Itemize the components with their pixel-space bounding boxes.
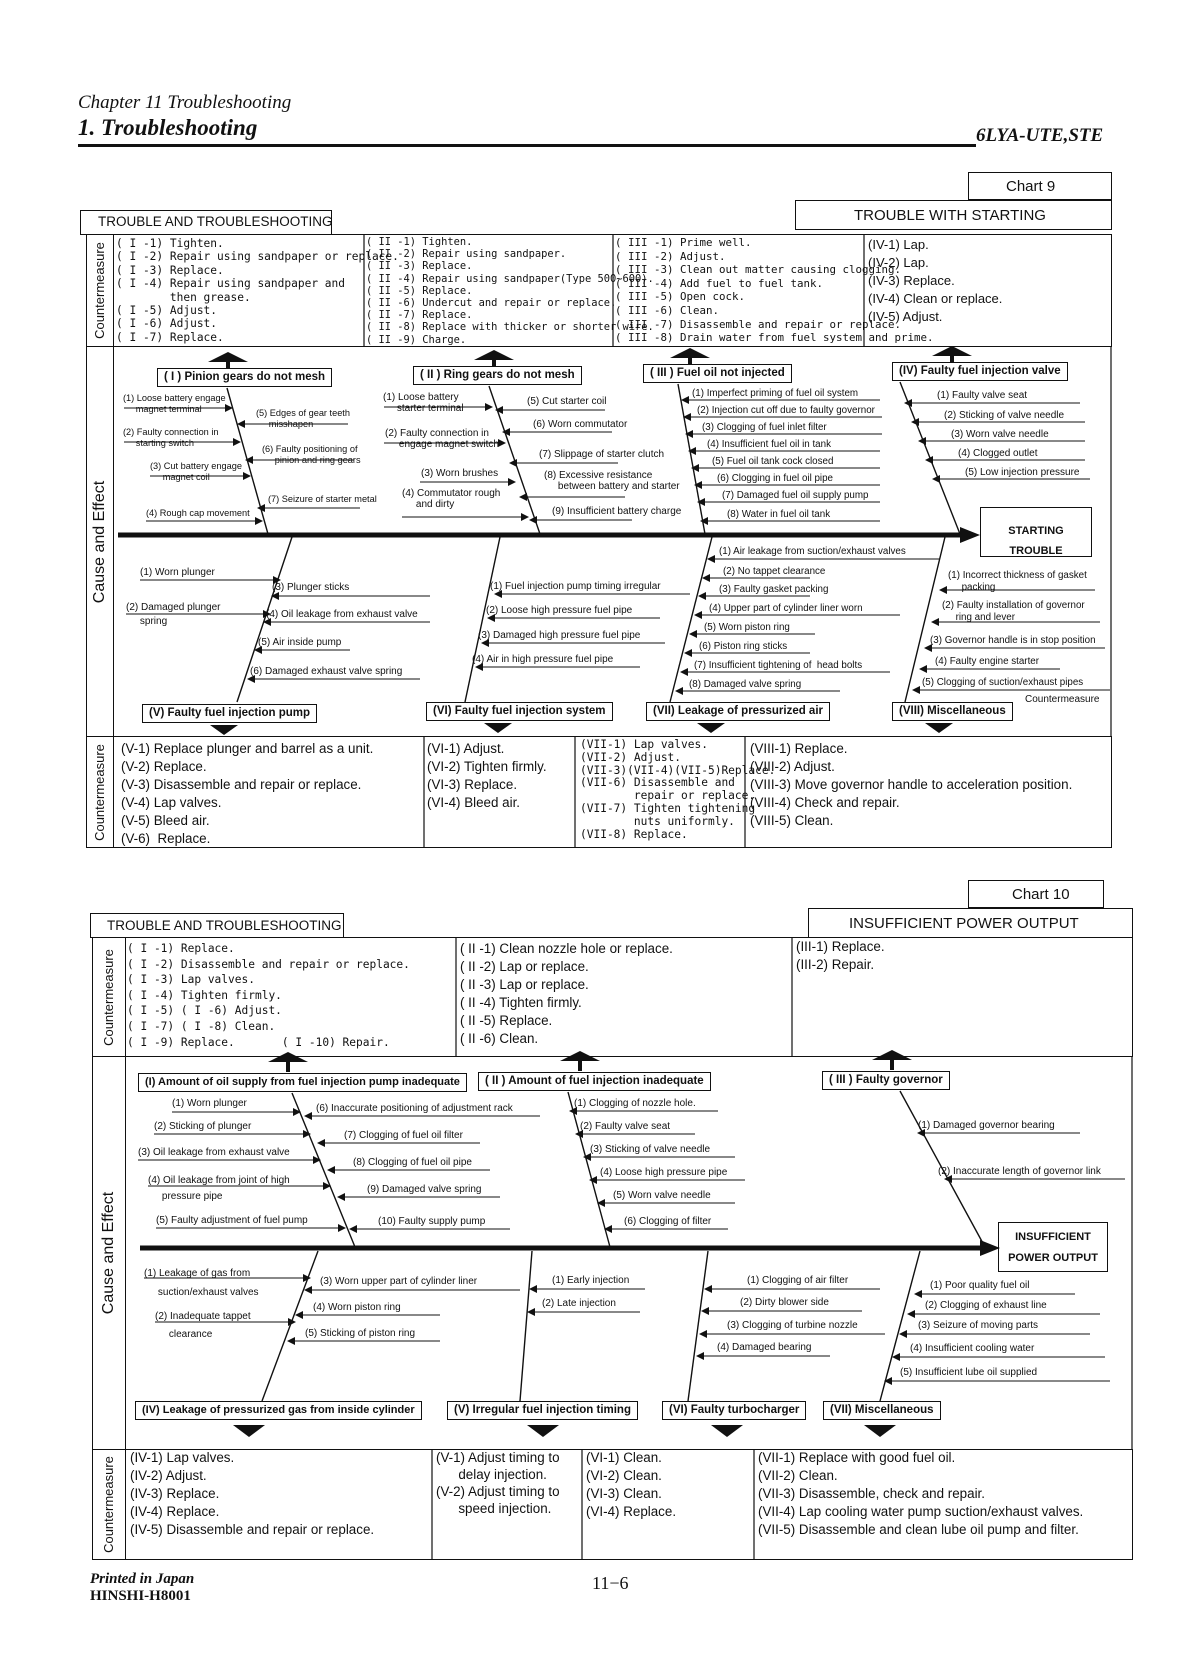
chart9-cause: (8) Water in fuel oil tank bbox=[727, 509, 831, 520]
chart9-number: Chart 9 bbox=[1006, 178, 1056, 195]
chart9-cause: (4) Air in high pressure fuel pipe bbox=[472, 654, 614, 665]
chart10-cause: (2) Dirty blower side bbox=[740, 1297, 829, 1308]
chart10-cm-I: ( I -1) Replace. ( I -2) Disassemble and repair or replace. ( I -3) Lap valves. ( I -4) Tighten firmly. ( I -5) ( I -6) Adjust. ( I -7) ( I -8) Clean. ( I -9) Replace. ( I -10) Repair. bbox=[127, 942, 410, 1049]
chart10-cm-II: ( II -1) Clean nozzle hole or replace. ( II -2) Lap or replace. ( II -3) Lap or replace. ( II -4) Tighten firmly. ( II -5) Replace. ( II -6) Clean. bbox=[460, 941, 673, 1046]
section-title: 1. Troubleshooting bbox=[78, 115, 258, 140]
chart10-number: Chart 10 bbox=[1012, 886, 1070, 903]
chart9-cause: (2) Damaged plunger spring bbox=[126, 602, 221, 627]
chart10-cat-I: (I) Amount of oil supply from fuel injection pump inadequate bbox=[138, 1073, 467, 1092]
chart10-cause: (2) Inaccurate length of governor link bbox=[938, 1166, 1101, 1177]
chart9-cause: (4) Commutator rough and dirty bbox=[402, 488, 501, 510]
chart9-cat-VI: (VI) Faulty fuel injection system bbox=[426, 702, 613, 721]
chart10-cause: (2) Inadequate tappet clearance bbox=[155, 1311, 251, 1340]
chart10-cause: (1) Poor quality fuel oil bbox=[930, 1280, 1030, 1291]
chart10-cause: (5) Faulty adjustment of fuel pump bbox=[156, 1215, 308, 1226]
chart10-cause: (6) Inaccurate positioning of adjustment rack bbox=[316, 1103, 513, 1114]
chart9-cause: (1) Incorrect thickness of gasket packing bbox=[948, 570, 1087, 593]
chart9-cause: (4) Rough cap movement bbox=[146, 508, 250, 518]
chart10-cause: (9) Damaged valve spring bbox=[367, 1184, 482, 1195]
chart10-cm-VII: (VII-1) Replace with good fuel oil. (VII-2) Clean. (VII-3) Disassemble, check and repair. (VII-4) Lap cooling water pump suction/exhaust valves. (VII-5) Disassemble and clean lube oil pump and filter. bbox=[758, 1450, 1084, 1537]
chart10-bottom-side-label: Countermeasure bbox=[92, 1449, 126, 1560]
chart9-cause: (3) Cut battery engage magnet coil bbox=[150, 461, 242, 482]
chart10-cm-V: (V-1) Adjust timing to delay injection. (V-2) Adjust timing to speed injection. bbox=[436, 1450, 560, 1516]
chart9-cause: (2) No tappet clearance bbox=[723, 566, 826, 577]
chart9-cm-II: ( II -1) Tighten. ( II -2) Repair using sandpaper. ( II -3) Replace. ( II -4) Repair using sandpaper(Type 500~600). ( II -5) Replace. ( II -6) Undercut and repair or replace. ( II -7) Replace. ( II -8) Replace with thicker or shorter wire. ( II -9) Charge. bbox=[366, 236, 654, 346]
chart10-result-box: INSUFFICIENT POWER OUTPUT bbox=[998, 1222, 1108, 1272]
chart10-cm-IV: (IV-1) Lap valves. (IV-2) Adjust. (IV-3) Replace. (IV-4) Replace. (IV-5) Disassemble and repair or replace. bbox=[130, 1450, 375, 1537]
chart10-cause: (4) Insufficient cooling water bbox=[910, 1343, 1035, 1354]
chart10-cause: (3) Sticking of valve needle bbox=[590, 1144, 711, 1155]
chart9-cause: (4) Clogged outlet bbox=[958, 448, 1038, 459]
chart9-cause: (1) Loose battery engage magnet terminal bbox=[123, 393, 226, 414]
chart9-result-box: STARTING TROUBLE bbox=[980, 507, 1092, 557]
chart10-cause: (8) Clogging of fuel oil pipe bbox=[353, 1157, 472, 1168]
chart9-cause: (1) Air leakage from suction/exhaust valves bbox=[719, 546, 906, 557]
chart9-cause: (3) Damaged high pressure fuel pipe bbox=[478, 630, 641, 641]
chart9-cause: (7) Insufficient tightening of head bolts bbox=[694, 660, 863, 671]
chart9-cause: (3) Plunger sticks bbox=[272, 582, 350, 593]
chart9-cause: (2) Faulty installation of governor ring and lever bbox=[942, 600, 1085, 623]
chart9-cat-V: (V) Faulty fuel injection pump bbox=[142, 704, 317, 723]
chart9-cause: (5) Edges of gear teeth misshapen bbox=[256, 408, 350, 429]
chart9-cause: (8) Excessive resistance between battery and starter bbox=[544, 470, 680, 492]
chart10-cm-VI: (VI-1) Clean. (VI-2) Clean. (VI-3) Clean. (VI-4) Replace. bbox=[586, 1450, 677, 1519]
chart9-cause: (4) Upper part of cylinder liner worn bbox=[709, 603, 863, 614]
chart10-cause: (10) Faulty supply pump bbox=[378, 1216, 486, 1227]
chart10-cause: (1) Damaged governor bearing bbox=[918, 1120, 1055, 1131]
chart9-cause: (6) Faulty positioning of pinion and ring gears bbox=[262, 444, 361, 465]
chart9-cause: (4) Faulty engine starter bbox=[935, 656, 1040, 667]
chart9-cause: (9) Insufficient battery charge bbox=[552, 506, 682, 517]
chart10-cause: (3) Oil leakage from exhaust valve bbox=[138, 1147, 290, 1158]
chart9-cat-IV: (IV) Faulty fuel injection valve bbox=[892, 362, 1068, 381]
chart10-cat-III: ( III ) Faulty governor bbox=[822, 1071, 950, 1090]
chart10-cause: (4) Oil leakage from joint of high pressure pipe bbox=[148, 1175, 290, 1202]
footer-printed: Printed in Japan bbox=[90, 1571, 195, 1587]
chart9-cause: (5) Air inside pump bbox=[258, 637, 342, 648]
chapter-title: Chapter 11 Troubleshooting bbox=[78, 92, 292, 113]
chart9-cause: (3) Faulty gasket packing bbox=[719, 584, 829, 595]
chart9-cause: (5) Cut starter coil bbox=[527, 396, 607, 407]
chart10-cat-VII: (VII) Miscellaneous bbox=[823, 1401, 941, 1420]
chart9-cat-I: ( I ) Pinion gears do not mesh bbox=[157, 368, 332, 387]
chart9-cm-III: ( III -1) Prime well. ( III -2) Adjust. ( III -3) Clean out matter causing clogging. ( III -4) Add fuel to fuel tank. ( III -5) Open cock. ( III -6) Clean. ( III -7) Disassemble and repair or replace. ( III -8) Drain water from fuel system and prime. bbox=[615, 236, 934, 345]
chart9-cause: (2) Loose high pressure fuel pipe bbox=[486, 605, 633, 616]
chart10-cause: (1) Early injection bbox=[552, 1275, 630, 1286]
chart9-cause: (1) Fuel injection pump timing irregular bbox=[490, 581, 661, 592]
chart9-cm-IV: (IV-1) Lap. (IV-2) Lap. (IV-3) Replace. (IV-4) Clean or replace. (IV-5) Adjust. bbox=[868, 237, 1003, 324]
chart9-cause: (1) Worn plunger bbox=[140, 567, 215, 578]
chart9-cause: (2) Faulty connection in starting switch bbox=[123, 427, 219, 448]
chart9-cause: (5) Worn piston ring bbox=[704, 622, 790, 633]
chart10-cause: (7) Clogging of fuel oil filter bbox=[344, 1130, 463, 1141]
chart10-cause: (3) Seizure of moving parts bbox=[918, 1320, 1039, 1331]
chart9-top-side-label: Countermeasure bbox=[86, 234, 114, 347]
chart9-cause: (7) Damaged fuel oil supply pump bbox=[722, 490, 869, 501]
chart9-cause: (3) Clogging of fuel inlet filter bbox=[702, 422, 827, 433]
chart9-cm-VIII: (VIII-1) Replace. (VIII-2) Adjust. (VIII-3) Move governor handle to acceleration position. (VIII-4) Check and repair. (VIII-5) Clean. bbox=[750, 741, 1073, 828]
footer-code: HINSHI-H8001 bbox=[90, 1588, 191, 1604]
chart9-cm-VII: (VII-1) Lap valves. (VII-2) Adjust. (VII-3)(VII-4)(VII-5)Replace. (VII-6) Disassemble and repair or replace. (VII-7) Tighten tightening nuts uniformly. (VII-8) Replace. bbox=[580, 738, 776, 841]
chart10-cause: (6) Clogging of filter bbox=[624, 1216, 712, 1227]
chart9-cat-VII: (VII) Leakage of pressurized air bbox=[646, 702, 830, 721]
chart10-cause: (2) Faulty valve seat bbox=[580, 1121, 671, 1132]
chart9-cause: (3) Worn brushes bbox=[421, 468, 499, 479]
chart9-cm-I: ( I -1) Tighten. ( I -2) Repair using sandpaper or replace. ( I -3) Replace. ( I -4) Repair using sandpaper and then grease. ( I -5) Adjust. ( I -6) Adjust. ( I -7) Replace. bbox=[116, 237, 399, 344]
chart10-cause: (3) Clogging of turbine nozzle bbox=[727, 1320, 858, 1331]
chart10-top-side-label: Countermeasure bbox=[92, 937, 126, 1057]
chart9-cause: (2) Injection cut off due to faulty governor bbox=[697, 405, 875, 416]
chart10-cause: (3) Worn upper part of cylinder liner bbox=[320, 1276, 478, 1287]
page-number: 11−6 bbox=[592, 1573, 629, 1593]
chart9-bottom-side-label: Countermeasure bbox=[86, 736, 114, 848]
chart10-cause: (4) Damaged bearing bbox=[717, 1342, 812, 1353]
chart9-cause: (2) Faulty connection in engage magnet switch bbox=[385, 428, 499, 450]
chart9-cause: (8) Damaged valve spring bbox=[689, 679, 802, 690]
chart9-cause: (5) Low injection pressure bbox=[965, 467, 1080, 478]
chart9-cause: (7) Slippage of starter clutch bbox=[539, 449, 665, 460]
chart10-cause: (4) Loose high pressure pipe bbox=[600, 1167, 728, 1178]
chart10-cat-V: (V) Irregular fuel injection timing bbox=[447, 1401, 638, 1420]
chart10-cat-IV: (IV) Leakage of pressurized gas from inside cylinder bbox=[135, 1401, 422, 1420]
chart9-cause: (4) Insufficient fuel oil in tank bbox=[707, 439, 831, 450]
chart9-cause: (6) Piston ring sticks bbox=[699, 641, 788, 652]
chart9-cause: (7) Seizure of starter metal bbox=[268, 494, 377, 504]
chart9-right-title: TROUBLE WITH STARTING bbox=[854, 207, 1046, 224]
chart9-cm-VI: (VI-1) Adjust. (VI-2) Tighten firmly. (VI-3) Replace. (VI-4) Bleed air. bbox=[427, 741, 547, 810]
chart9-cause: (6) Damaged exhaust valve spring bbox=[250, 666, 403, 677]
model-name: 6LYA-UTE,STE bbox=[976, 125, 1104, 146]
chart9-cause: (6) Clogging in fuel oil pipe bbox=[717, 473, 833, 484]
chart10-left-title: TROUBLE AND TROUBLESHOOTING bbox=[107, 918, 342, 933]
chart10-cause: (1) Clogging of air filter bbox=[747, 1275, 849, 1286]
chart9-cause: (4) Oil leakage from exhaust valve bbox=[266, 609, 418, 620]
chart9-left-title: TROUBLE AND TROUBLESHOOTING bbox=[98, 214, 333, 229]
chart10-cause: (2) Late injection bbox=[542, 1298, 616, 1309]
chart9-cause: (1) Loose battery starter terminal bbox=[383, 392, 464, 414]
chart9-cause-side-label: Cause and Effect bbox=[86, 347, 114, 736]
chart10-cause: (5) Sticking of piston ring bbox=[305, 1328, 416, 1339]
chart9-cat-III: ( III ) Fuel oil not injected bbox=[643, 364, 792, 383]
chart10-right-title: INSUFFICIENT POWER OUTPUT bbox=[849, 915, 1079, 932]
chart9-cause: (3) Governor handle is in stop position bbox=[930, 635, 1096, 646]
chart10-cause: (5) Insufficient lube oil supplied bbox=[900, 1367, 1038, 1378]
chart9-cause: (1) Imperfect priming of fuel oil system bbox=[692, 388, 859, 399]
chart9-cat-II: ( II ) Ring gears do not mesh bbox=[413, 366, 582, 385]
chart10-cm-III: (III-1) Replace. (III-2) Repair. bbox=[796, 939, 885, 972]
chart10-cause: (4) Worn piston ring bbox=[313, 1302, 401, 1313]
chart9-cause: (6) Worn commutator bbox=[533, 419, 628, 430]
chart9-countermeasure-note: Countermeasure bbox=[1025, 694, 1100, 705]
chart10-cause: (1) Clogging of nozzle hole. bbox=[574, 1098, 696, 1109]
chart10-cause: (1) Leakage of gas from suction/exhaust valves bbox=[144, 1268, 259, 1298]
chart9-cause: (2) Sticking of valve needle bbox=[944, 410, 1065, 421]
chart10-cause: (2) Clogging of exhaust line bbox=[925, 1300, 1047, 1311]
chart9-cm-V: (V-1) Replace plunger and barrel as a unit. (V-2) Replace. (V-3) Disassemble and repair or replace. (V-4) Lap valves. (V-5) Bleed air. (V-6) Replace. bbox=[121, 741, 374, 846]
chart10-cause-side-label: Cause and Effect bbox=[92, 1057, 126, 1449]
chart10-cause: (2) Sticking of plunger bbox=[154, 1121, 252, 1132]
chart10-cause: (1) Worn plunger bbox=[172, 1098, 247, 1109]
chart9-cause: (3) Worn valve needle bbox=[951, 429, 1049, 440]
chart10-cause: (5) Worn valve needle bbox=[613, 1190, 711, 1201]
chart9-cat-VIII: (VIII) Miscellaneous bbox=[892, 702, 1013, 721]
chart9-cause: (5) Fuel oil tank cock closed bbox=[712, 456, 834, 467]
chart10-cat-II: ( II ) Amount of fuel injection inadequate bbox=[478, 1072, 711, 1091]
chart10-cat-VI: (VI) Faulty turbocharger bbox=[662, 1401, 806, 1420]
chart9-cause: (1) Faulty valve seat bbox=[937, 390, 1028, 401]
chart9-cause: (5) Clogging of suction/exhaust pipes bbox=[922, 677, 1084, 688]
